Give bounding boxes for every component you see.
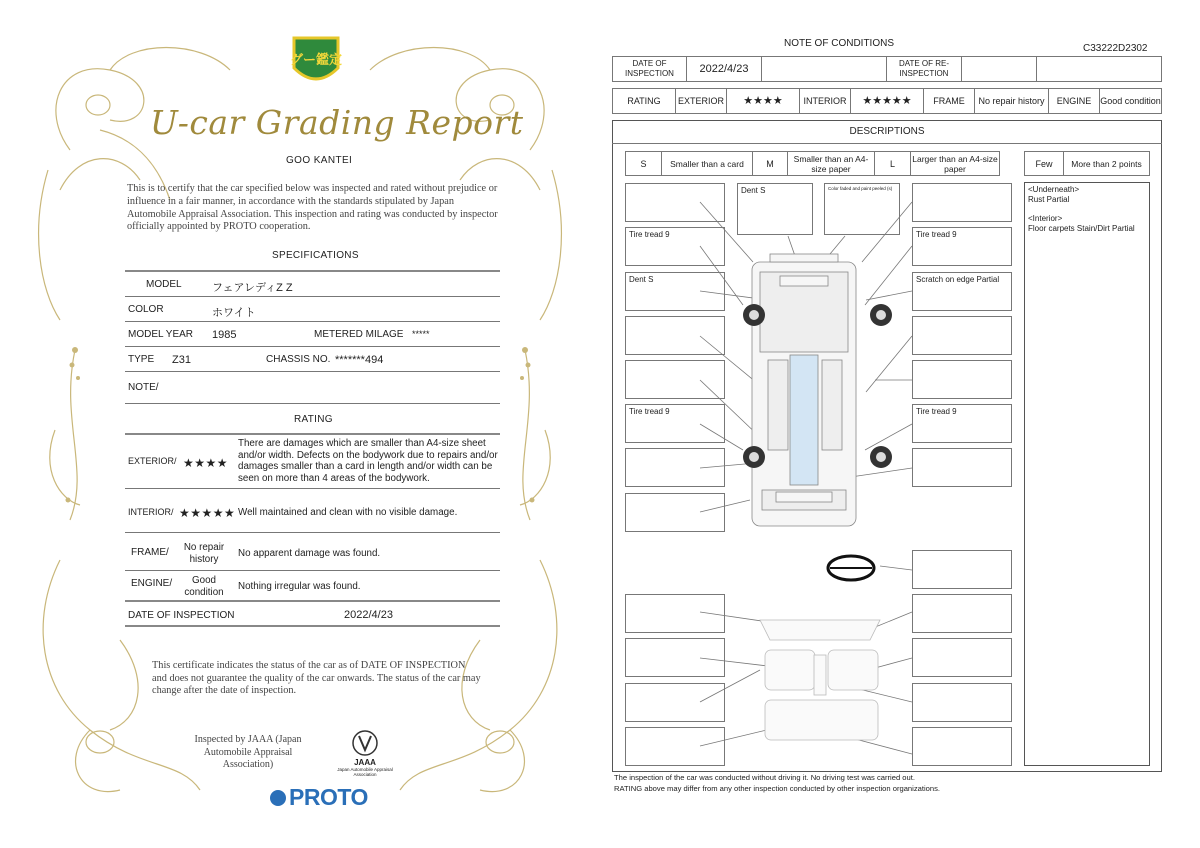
divider xyxy=(125,600,500,602)
condition-box xyxy=(625,683,725,722)
condition-box xyxy=(912,360,1012,399)
specifications-heading: SPECIFICATIONS xyxy=(272,250,359,261)
descriptions-heading: DESCRIPTIONS xyxy=(612,120,1162,144)
engine-value: Good condition xyxy=(184,575,224,598)
condition-box xyxy=(912,594,1012,633)
sheet-date-value: 2022/4/23 xyxy=(686,56,762,82)
frame-label: FRAME/ xyxy=(131,547,169,558)
report-subtitle: GOO KANTEI xyxy=(286,155,353,166)
condition-box xyxy=(912,448,1012,487)
legend-l-desc: Larger than an A4-size paper xyxy=(910,151,1000,176)
interior-stars: ★★★★★ xyxy=(179,506,236,520)
color-label: COLOR xyxy=(128,304,164,315)
legend-s-desc: Smaller than a card xyxy=(661,151,753,176)
divider xyxy=(125,532,500,533)
type-label: TYPE xyxy=(128,354,155,365)
exterior-description: There are damages which are smaller than A4-size sheet and/or width. Defects on the bodywork due to repairs and/or damages smaller than a card in length and/or width can be seen on more than 4 areas of the bodywork. xyxy=(238,438,498,484)
date-value: 2022/4/23 xyxy=(344,609,393,621)
jaaa-logo xyxy=(330,728,400,777)
proto-icon xyxy=(270,790,286,806)
chassis-value: *******494 xyxy=(335,354,384,366)
condition-box: Tire tread 9 xyxy=(912,227,1012,266)
condition-box xyxy=(912,183,1012,222)
sheet-engine-label: ENGINE xyxy=(1048,88,1100,114)
interior-heading: <Interior> xyxy=(1028,214,1063,223)
divider xyxy=(125,296,500,297)
sheet-code: C33222D2302 xyxy=(1083,43,1148,54)
condition-box xyxy=(625,448,725,487)
sheet-footer-1: The inspection of the car was conducted without driving it. No driving test was carried out. xyxy=(614,773,915,782)
underneath-note: Rust Partial xyxy=(1028,195,1070,204)
condition-box: Dent S xyxy=(625,272,725,311)
model-label: MODEL xyxy=(146,279,182,290)
sheet-rating-label: RATING xyxy=(612,88,676,114)
frame-value: No repair history xyxy=(183,542,225,565)
divider xyxy=(125,270,500,272)
badge-text: グー鑑定 xyxy=(290,53,342,68)
condition-box xyxy=(912,638,1012,677)
exterior-label: EXTERIOR/ xyxy=(128,456,177,466)
model-value: フェアレディZ Z xyxy=(212,282,293,294)
sheet-footer-2: RATING above may differ from any other inspection conducted by other inspection organizations. xyxy=(614,784,941,793)
condition-box: Tire tread 9 xyxy=(912,404,1012,443)
divider xyxy=(125,625,500,627)
underneath-heading: <Underneath> xyxy=(1028,185,1080,194)
sheet-frame-value: No repair history xyxy=(974,88,1049,114)
divider xyxy=(125,570,500,571)
sheet-interior-stars: ★★★★★ xyxy=(850,88,924,114)
sheet-exterior-stars: ★★★★ xyxy=(726,88,800,114)
rating-heading: RATING xyxy=(294,414,333,425)
condition-box xyxy=(625,493,725,532)
condition-box xyxy=(625,727,725,766)
certification-text: This is to certify that the car specified below was inspected and rated without prejudice or influence in a fair manner, in accordance with the standards stipulated by Japan Automobile Appraisal Association. This inspection and rating was conducted by inspector officially appointed by PROTO cooperation. xyxy=(127,183,498,233)
sheet-date-label: DATE OF INSPECTION xyxy=(612,56,687,82)
sheet-heading: NOTE OF CONDITIONS xyxy=(784,38,894,49)
sheet-interior-label: INTERIOR xyxy=(799,88,851,114)
sheet-engine-value: Good condition xyxy=(1099,88,1162,114)
divider xyxy=(125,403,500,404)
condition-box xyxy=(625,638,725,677)
interior-note: Floor carpets Stain/Dirt Partial xyxy=(1028,224,1135,233)
jaaa-logo-text: JAAA xyxy=(354,758,376,767)
condition-box xyxy=(912,727,1012,766)
legend-l: L xyxy=(874,151,911,176)
note-label: NOTE/ xyxy=(128,382,159,393)
divider xyxy=(125,346,500,347)
legend-few: Few xyxy=(1024,151,1064,176)
legend-m: M xyxy=(752,151,788,176)
date-label: DATE OF INSPECTION xyxy=(128,610,235,621)
divider xyxy=(125,321,500,322)
condition-box xyxy=(625,594,725,633)
legend-s: S xyxy=(625,151,662,176)
goo-kantei-badge xyxy=(290,32,342,92)
mileage-value: ***** xyxy=(412,329,430,339)
condition-box xyxy=(625,360,725,399)
condition-box: Color faded and paint peeled (s) xyxy=(824,183,900,235)
condition-box: Tire tread 9 xyxy=(625,227,725,266)
interior-label: INTERIOR/ xyxy=(128,507,174,517)
condition-box xyxy=(912,316,1012,355)
engine-label: ENGINE/ xyxy=(131,578,173,589)
condition-box: Scratch on edge Partial xyxy=(912,272,1012,311)
inspected-by: Inspected by JAAA (Japan Automobile Appraisal Association) xyxy=(194,734,302,770)
divider xyxy=(125,371,500,372)
divider xyxy=(125,488,500,489)
type-value: Z31 xyxy=(172,354,191,366)
sheet-exterior-label: EXTERIOR xyxy=(675,88,727,114)
exterior-stars: ★★★★ xyxy=(183,456,229,470)
condition-box xyxy=(625,183,725,222)
certificate-footer: This certificate indicates the status of the car as of DATE OF INSPECTION and does not guarantee the quality of the car onwards. The status of the car may change after the date of inspection. xyxy=(152,660,481,697)
sheet-frame-label: FRAME xyxy=(923,88,975,114)
divider xyxy=(125,433,500,435)
legend-few-desc: More than 2 points xyxy=(1063,151,1150,176)
chassis-label: CHASSIS NO. xyxy=(266,354,331,365)
legend-m-desc: Smaller than an A4-size paper xyxy=(787,151,875,176)
condition-box: Tire tread 9 xyxy=(625,404,725,443)
condition-box xyxy=(912,683,1012,722)
condition-box xyxy=(625,316,725,355)
proto-logo: PROTO xyxy=(270,784,368,811)
model-year-value: 1985 xyxy=(212,329,237,341)
note-of-conditions xyxy=(600,0,1200,848)
reinspection-label: DATE OF RE-INSPECTION xyxy=(886,56,962,82)
frame-description: No apparent damage was found. xyxy=(238,548,381,559)
condition-box: Dent S xyxy=(737,183,813,235)
interior-description: Well maintained and clean with no visible damage. xyxy=(238,507,458,518)
model-year-label: MODEL YEAR xyxy=(128,329,194,340)
color-value: ホワイト xyxy=(212,307,256,319)
jaaa-subtext: Japan Automobile Appraisal Association xyxy=(337,767,393,777)
report-title: U-car Grading Report xyxy=(150,103,524,142)
mileage-label: METERED MILAGE xyxy=(314,329,404,340)
condition-box xyxy=(912,550,1012,589)
engine-description: Nothing irregular was found. xyxy=(238,581,361,592)
